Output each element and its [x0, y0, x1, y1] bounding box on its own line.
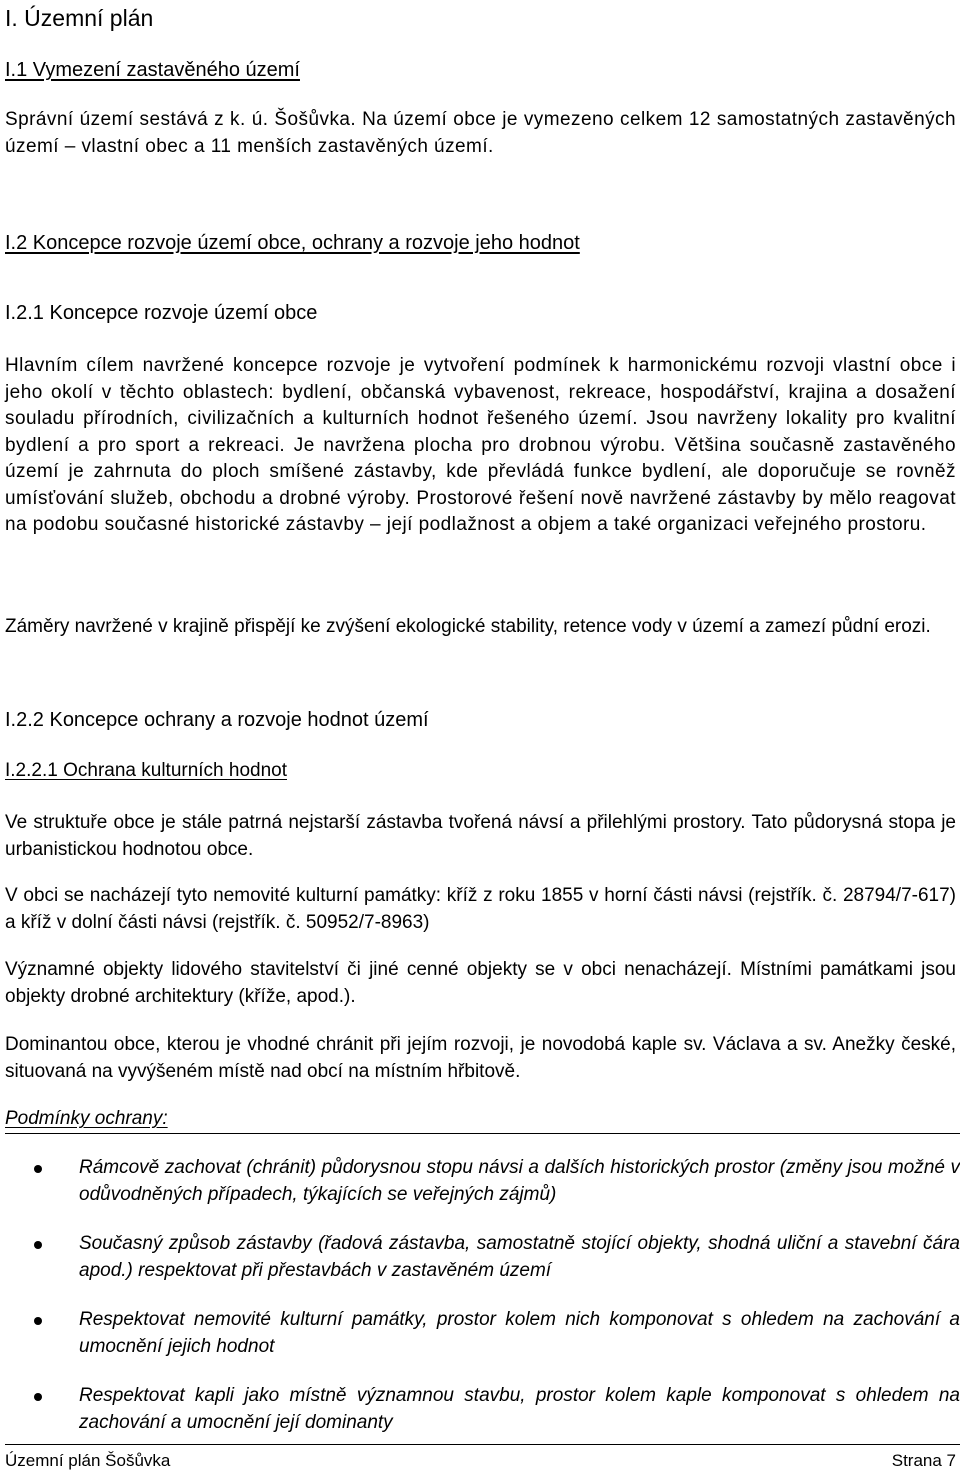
footer-divider [5, 1444, 960, 1445]
bullet-icon [34, 1165, 42, 1173]
list-item-text: Respektovat kapli jako místně významnou stavbu, prostor kolem kaple komponovat s ohledem na zachování a umocnění její dominanty [79, 1385, 960, 1433]
list-item [5, 1155, 960, 1208]
document-page [5, 0, 960, 1476]
list-item [5, 1231, 960, 1284]
footer-document-name: Územní plán Šošůvka [5, 1451, 171, 1470]
section-2-2-1-paragraph-3: Významné objekty lidového stavitelství či jiné cenné objekty se v obci nenacházejí. Místními památkami jsou objekty drobné architektury (kříže, apod.). [5, 959, 956, 1007]
conditions-heading [5, 1107, 960, 1134]
conditions-label: Podmínky ochrany: [5, 1108, 168, 1129]
section-2-2-1-paragraph-2: V obci se nacházejí tyto nemovité kulturní památky: kříž z roku 1855 v horní části návsi (rejstřík. č. 28794/7-617) a kříž v dolní části návsi (rejstřík. č. 50952/7-8963) [5, 885, 956, 933]
heading-main: I. Územní plán [5, 5, 154, 31]
list-item [5, 1383, 960, 1436]
section-2-1-title: I.2.1 Koncepce rozvoje území obce [5, 302, 318, 324]
bullet-icon [34, 1393, 42, 1401]
bullet-icon [34, 1317, 42, 1325]
section-2-2-title: I.2.2 Koncepce ochrany a rozvoje hodnot území [5, 709, 429, 731]
footer-page-number: Strana 7 [891, 1451, 956, 1470]
section-2-2-1-paragraph-4: Dominantou obce, kterou je vhodné chránit při jejím rozvoji, je novodobá kaple sv. Václava a sv. Anežky české, situovaná na vyvýšeném místě nad obcí na místním hřbitově. [5, 1034, 956, 1082]
list-item [5, 1307, 960, 1360]
section-2-2-1-paragraph-1: Ve struktuře obce je stále patrná nejstarší zástavba tvořená návsí a přilehlými prostory. Tato půdorysná stopa je urbanistickou hodnotou obce. [5, 812, 956, 860]
list-item-text: Současný způsob zástavby (řadová zástavba, samostatně stojící objekty, shodná uliční a stavební čára apod.) respektovat při přestavbách v zastavěném území [79, 1233, 960, 1281]
section-2-title: I.2 Koncepce rozvoje území obce, ochrany a rozvoje jeho hodnot [5, 232, 580, 254]
section-2-2-1-title: I.2.2.1 Ochrana kulturních hodnot [5, 760, 288, 781]
section-2-1-paragraph-1: Hlavním cílem navržené koncepce rozvoje je vytvoření podmínek k harmonickému rozvoji vlastní obce i jeho okolí v těchto oblastech: bydlení, občanská vybavenost, rekreace, hospodářství, krajina a dosažení souladu přírodních, civilizačních a kulturních hodnot řešeného území. Jsou navrženy lokality pro kvalitní bydlení a pro sport a rekreaci. Je navržena plocha pro drobnou výrobu. Většina současně zastavěného území je zahrnuta do ploch smíšené zástavby, kde převládá funkce bydlení, ale doporučuje se rovněž umísťování služeb, obchodu a drobné výroby. Prostorové řešení nově navržené zástavby by mělo reagovat na podobu současné historické zástavby – její podlažnost a objem a také organizaci veřejného prostoru. [5, 355, 956, 535]
section-1-title: I.1 Vymezení zastavěného území [5, 59, 300, 81]
section-2-1-paragraph-2: Záměry navržené v krajině přispějí ke zvýšení ekologické stability, retence vody v území a zamezí půdní erozi. [5, 616, 931, 637]
conditions-list [5, 1155, 960, 1459]
list-item-text: Rámcově zachovat (chránit) půdorysnou stopu návsi a dalších historických prostor (změny jsou možné v odůvodněných případech, týkajících se veřejných zájmů) [79, 1157, 960, 1205]
section-1-paragraph: Správní území sestává z k. ú. Šošůvka. Na území obce je vymezeno celkem 12 samostatných zastavěných území – vlastní obec a 11 menších zastavěných území. [5, 109, 956, 157]
list-item-text: Respektovat nemovité kulturní památky, prostor kolem nich komponovat s ohledem na zachování a umocnění jejich hodnot [79, 1309, 960, 1357]
bullet-icon [34, 1241, 42, 1249]
